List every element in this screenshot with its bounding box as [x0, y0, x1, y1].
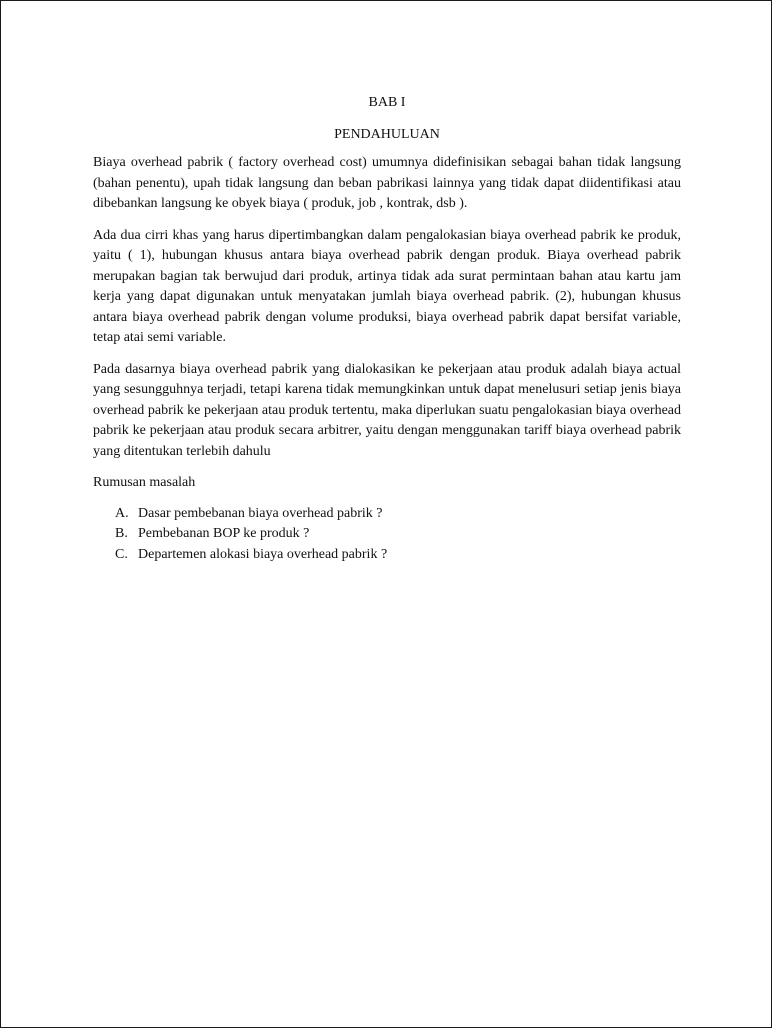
paragraph-1: Biaya overhead pabrik ( factory overhead cost) umumnya didefinisikan sebagai bahan tidak langsung (bahan penentu), upah tidak langsung dan beban pabrikasi lainnya yang tidak dapat diidentifikasi atau dibebankan langsung ke obyek biaya ( produk, job , kontrak, dsb ). [93, 155, 681, 211]
paragraph-3: Pada dasarnya biaya overhead pabrik yang dialokasikan ke pekerjaan atau produk adalah biaya actual yang sesungguhnya terjadi, tetapi karena tidak memungkinkan untuk dapat menelusuri setiap jenis biaya overhead pabrik ke pekerjaan atau produk tertentu, maka diperlukan suatu pengalokasian biaya overhead pabrik ke pekerjaan atau produk secara arbitrer, yaitu dengan menggunakan tariff biaya overhead pabrik yang ditentukan terlebih dahulu [93, 361, 681, 459]
problem-list [93, 504, 681, 566]
paragraph-2: Ada dua cirri khas yang harus dipertimbangkan dalam pengalokasian biaya overhead pabrik ke produk, yaitu ( 1), hubungan khusus antara biaya overhead pabrik dengan produk. Biaya overhead pabrik merupakan bagian tak berwujud dari produk, artinya tidak ada surat permintaan bahan atau kartu jam kerja yang dapat digunakan untuk menyatakan jumlah biaya overhead pabrik. (2), hubungan khusus antara biaya overhead pabrik dengan volume produksi, biaya overhead pabrik dapat bersifat variable, tetap atai semi variable. [93, 227, 681, 345]
list-item [115, 524, 681, 545]
list-item-text: Pembebanan BOP ke produk ? [138, 526, 310, 541]
list-marker: B. [115, 526, 128, 541]
list-item-text: Departemen alokasi biaya overhead pabrik ? [138, 546, 388, 562]
list-item-text: Dasar pembebanan biaya overhead pabrik ? [138, 505, 383, 521]
list-item [115, 545, 681, 566]
problem-heading: Rumusan masalah [93, 475, 196, 490]
list-item [115, 504, 681, 525]
list-marker: C. [115, 546, 128, 562]
list-marker: A. [115, 505, 129, 521]
chapter-number: BAB I [368, 95, 406, 110]
chapter-title: PENDAHULUAN [334, 127, 440, 142]
document-content [93, 93, 681, 565]
